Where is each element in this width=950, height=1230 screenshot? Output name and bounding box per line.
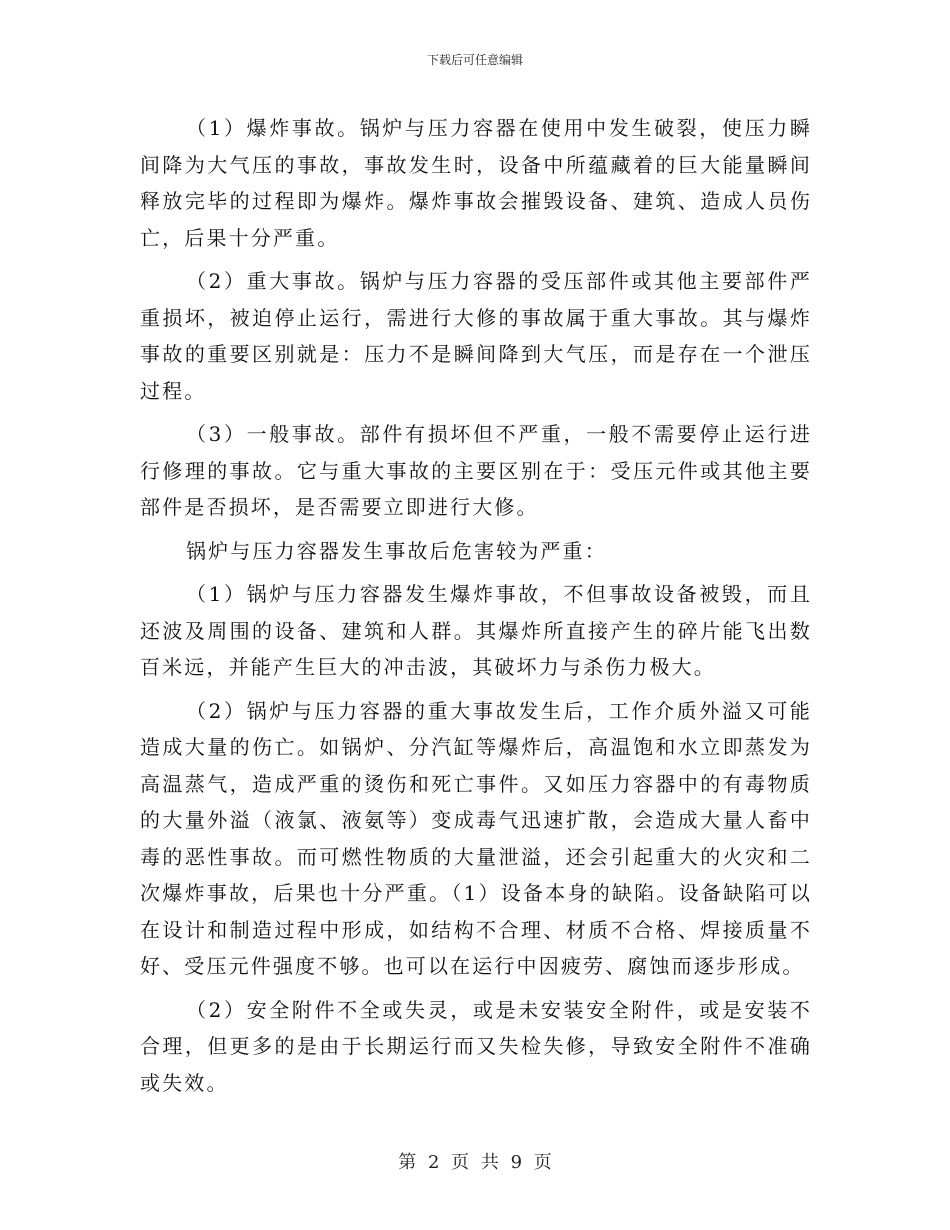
document-body: [140, 110, 812, 1108]
paragraph: （1）锅炉与压力容器发生爆炸事故，不但事故设备被毁，而且还波及周围的设备、建筑和人群。其爆炸所直接产生的碎片能飞出数百米远，并能产生巨大的冲击波，其破坏力与杀伤力极大。: [140, 582, 812, 679]
header-note: 下载后可任意编辑: [426, 53, 523, 67]
page-header: [0, 52, 950, 68]
paragraph: （1）爆炸事故。锅炉与压力容器在使用中发生破裂，使压力瞬间降为大气压的事故，事故发生时，设备中所蕴藏着的巨大能量瞬间释放完毕的过程即为爆炸。爆炸事故会摧毁设备、建筑、造成人员伤亡，后果十分严重。: [140, 116, 812, 250]
paragraph: （3）一般事故。部件有损坏但不严重，一般不需要停止运行进行修理的事故。它与重大事故的主要区别在于：受压元件或其他主要部件是否损坏，是否需要立即进行大修。: [140, 422, 812, 519]
paragraph: （2）重大事故。锅炉与压力容器的受压部件或其他主要部件严重损坏，被迫停止运行，需进行大修的事故属于重大事故。其与爆炸事故的重要区别就是：压力不是瞬间降到大气压，而是存在一个泄压过程。: [140, 269, 812, 403]
paragraph: （2）安全附件不全或失灵，或是未安装安全附件，或是安装不合理，但更多的是由于长期运行而又失检失修，导致安全附件不准确或失效。: [140, 997, 812, 1095]
paragraph: （2）锅炉与压力容器的重大事故发生后，工作介质外溢又可能造成大量的伤亡。如锅炉、分汽缸等爆炸后，高温饱和水立即蒸发为高温蒸气，造成严重的烫伤和死亡事件。又如压力容器中的有毒物质的大量外溢（液氯、液氨等）变成毒气迅速扩散，会造成大量人畜中毒的恶性事故。而可燃性物质的大量泄溢，还会引起重大的火灾和二次爆炸事故，后果也十分严重。（1）设备本身的缺陷。设备缺陷可以在设计和制造过程中形成，如结构不合理、材质不合格、焊接质量不好、受压元件强度不够。也可以在运行中因疲劳、腐蚀而逐步形成。: [140, 698, 812, 978]
page-number: 第 2 页 共 9 页: [398, 1152, 552, 1173]
paragraph: 锅炉与压力容器发生事故后危害较为严重：: [186, 538, 607, 563]
page-footer: [0, 1152, 950, 1174]
